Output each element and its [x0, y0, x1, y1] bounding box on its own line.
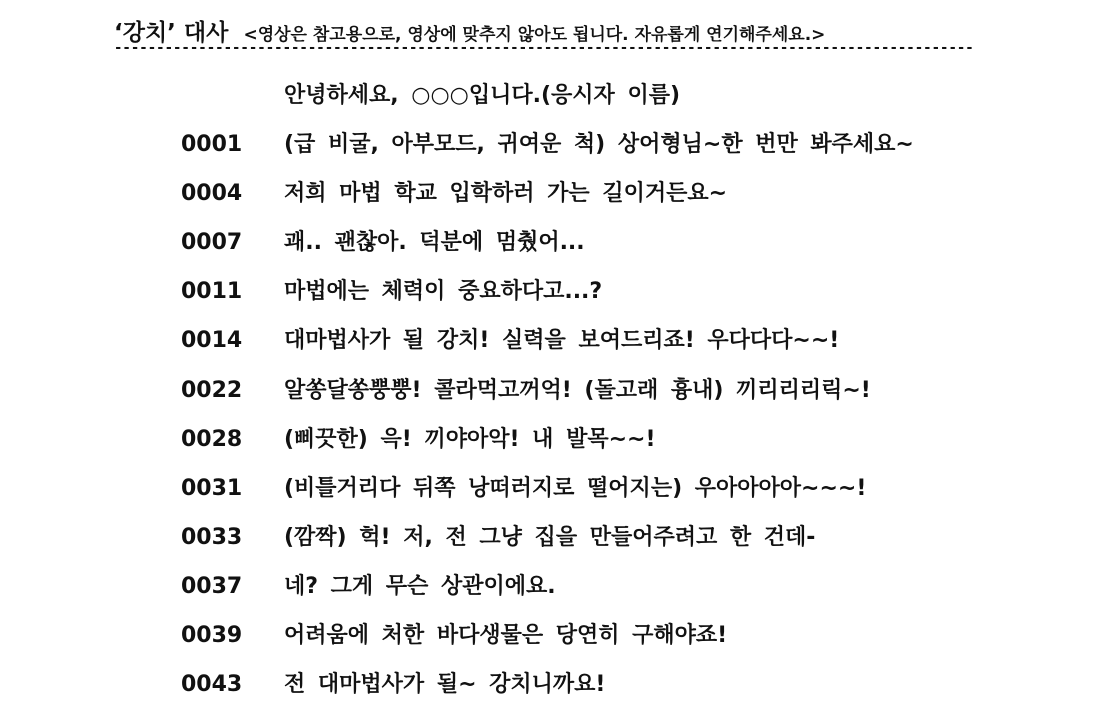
line-text: 대마법사가 될 강치! 실력을 보여드리죠! 우다다다~~!: [284, 328, 840, 354]
line-text: (급 비굴, 아부모드, 귀여운 척) 상어형님~한 번만 봐주세요~: [284, 132, 914, 158]
line-number: 0031: [181, 475, 243, 501]
line-number: 0037: [181, 573, 243, 599]
script-line: [0, 515, 1100, 564]
script-line: [0, 662, 1100, 711]
line-number: 0007: [181, 230, 243, 256]
script-line: [0, 613, 1100, 662]
script-lines: [0, 73, 1100, 711]
script-line: [0, 417, 1100, 466]
line-text: 마법에는 체력이 중요하다고...?: [284, 279, 603, 305]
line-number: 0033: [181, 524, 243, 550]
instruction-note: <영상은 참고용으로, 영상에 맞추지 않아도 됩니다. 자유롭게 연기해주세요.>: [243, 25, 826, 45]
line-number: 0043: [181, 672, 243, 698]
line-text: (깜짝) 헉! 저, 전 그냥 집을 만들어주려고 한 건데-: [284, 524, 816, 550]
line-text: 알쏭달쏭뿡뿡! 콜라먹고꺼억! (돌고래 흉내) 끼리리리릭~!: [284, 377, 871, 403]
line-number: 0001: [181, 132, 243, 158]
script-line: [0, 171, 1100, 220]
dashed-divider: ------------------------------------------------------------------------------------------------------: [114, 40, 974, 56]
line-text: (삐끗한) 윽! 끼야아악! 내 발목~~!: [284, 426, 656, 452]
script-line: [0, 368, 1100, 417]
line-number: 0028: [181, 426, 243, 452]
line-number: 0014: [181, 328, 243, 354]
line-text: 전 대마법사가 될~ 강치니까요!: [284, 672, 606, 698]
script-line: [0, 466, 1100, 515]
line-text: 어려움에 처한 바다생물은 당연히 구해야죠!: [284, 623, 728, 649]
script-line: [0, 220, 1100, 269]
line-text: 괘.. 괜찮아. 덕분에 멈췄어...: [284, 230, 585, 256]
document-title: ‘강치’ 대사: [114, 20, 229, 46]
script-line: [0, 318, 1100, 367]
line-text: 안녕하세요, ○○○입니다.(응시자 이름): [284, 83, 681, 108]
line-number: 0004: [181, 181, 243, 207]
script-line: [0, 269, 1100, 318]
script-line: [0, 564, 1100, 613]
line-text: 네? 그게 무슨 상관이에요.: [284, 573, 556, 599]
line-text: (비틀거리다 뒤쪽 낭떠러지로 떨어지는) 우아아아아~~~!: [284, 475, 867, 501]
line-text: 저희 마법 학교 입학하러 가는 길이거든요~: [284, 181, 728, 207]
intro-line: [0, 73, 1100, 122]
line-number: 0022: [181, 377, 243, 403]
script-line: [0, 122, 1100, 171]
line-number: 0039: [181, 623, 243, 649]
line-number: 0011: [181, 279, 243, 305]
